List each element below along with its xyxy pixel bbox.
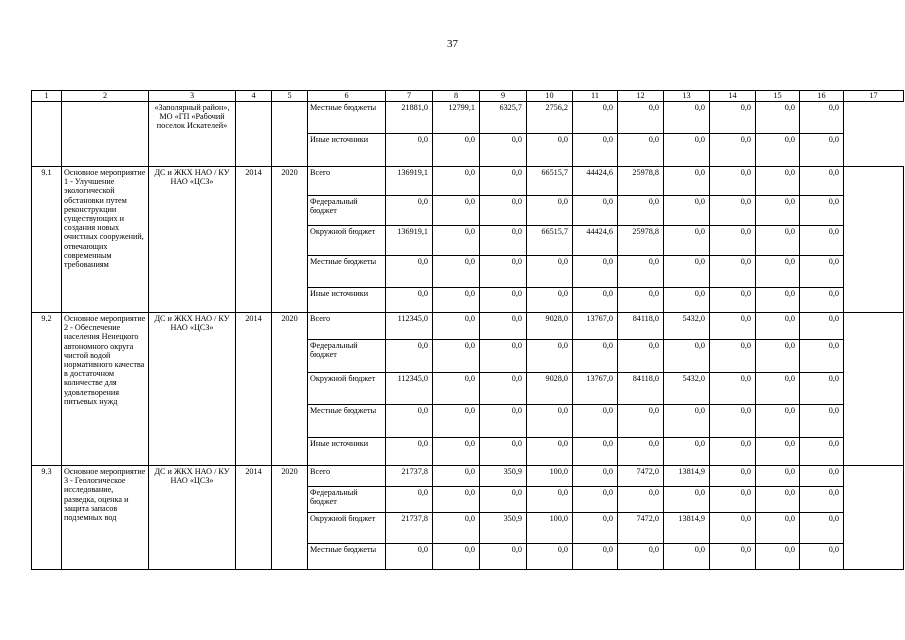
amount-cell: 44424,6 (573, 167, 618, 196)
header-cell: 3 (149, 91, 236, 102)
amount-cell: 0,0 (618, 544, 664, 570)
amount-cell: 0,0 (618, 256, 664, 288)
amount-cell: 0,0 (527, 487, 573, 513)
amount-cell: 0,0 (800, 256, 844, 288)
amount-cell: 350,9 (480, 513, 527, 544)
responsible-executor: ДС и ЖКХ НАО / КУ НАО «ЦСЗ» (149, 167, 236, 313)
amount-cell: 0,0 (664, 288, 710, 313)
header-cell: 11 (573, 91, 618, 102)
amount-cell: 0,0 (710, 196, 756, 226)
amount-cell: 0,0 (527, 196, 573, 226)
table-row (32, 102, 904, 134)
amount-cell: 0,0 (756, 405, 800, 438)
amount-cell: 0,0 (664, 102, 710, 134)
page-number: 37 (447, 38, 458, 50)
amount-cell: 350,9 (480, 466, 527, 487)
amount-cell: 0,0 (710, 102, 756, 134)
header-cell: 10 (527, 91, 573, 102)
amount-cell: 0,0 (800, 373, 844, 405)
amount-cell: 0,0 (756, 340, 800, 373)
amount-cell: 0,0 (800, 544, 844, 570)
amount-cell: 0,0 (664, 340, 710, 373)
amount-cell: 0,0 (618, 340, 664, 373)
funding-source: Всего (308, 167, 386, 196)
amount-cell: 0,0 (618, 134, 664, 167)
amount-cell: 0,0 (800, 167, 844, 196)
amount-cell: 0,0 (756, 226, 800, 256)
amount-cell: 0,0 (800, 405, 844, 438)
amount-cell: 0,0 (573, 438, 618, 466)
amount-cell: 0,0 (433, 226, 480, 256)
amount-cell: 0,0 (433, 405, 480, 438)
amount-cell: 0,0 (386, 134, 433, 167)
funding-source: Федеральный бюджет (308, 196, 386, 226)
amount-cell: 0,0 (573, 544, 618, 570)
amount-cell: 0,0 (710, 487, 756, 513)
amount-cell: 0,0 (573, 288, 618, 313)
amount-cell: 0,0 (710, 438, 756, 466)
row-number: 9.1 (32, 167, 62, 313)
amount-cell: 0,0 (433, 438, 480, 466)
amount-cell: 0,0 (618, 487, 664, 513)
amount-cell: 0,0 (710, 373, 756, 405)
amount-cell: 0,0 (800, 196, 844, 226)
amount-cell: 0,0 (433, 466, 480, 487)
amount-cell: 7472,0 (618, 466, 664, 487)
amount-cell: 0,0 (756, 102, 800, 134)
header-cell: 9 (480, 91, 527, 102)
funding-source: Местные бюджеты (308, 405, 386, 438)
responsible-executor: ДС и ЖКХ НАО / КУ НАО «ЦСЗ» (149, 466, 236, 570)
amount-cell: 0,0 (756, 466, 800, 487)
amount-cell: 0,0 (573, 405, 618, 438)
amount-cell: 0,0 (800, 466, 844, 487)
amount-cell: 0,0 (756, 167, 800, 196)
header-cell: 7 (386, 91, 433, 102)
amount-cell: 5432,0 (664, 373, 710, 405)
header-cell: 6 (308, 91, 386, 102)
header-cell: 15 (756, 91, 800, 102)
funding-source: Всего (308, 313, 386, 340)
funding-source: Всего (308, 466, 386, 487)
funding-source: Федеральный бюджет (308, 487, 386, 513)
amount-cell: 0,0 (664, 167, 710, 196)
amount-cell: 0,0 (756, 373, 800, 405)
amount-cell: 0,0 (527, 288, 573, 313)
amount-cell: 44424,6 (573, 226, 618, 256)
amount-cell: 0,0 (433, 544, 480, 570)
amount-cell: 0,0 (710, 226, 756, 256)
responsible-executor: «Заполярный район», МО «ГП «Рабочий поселок Искателей» (149, 102, 236, 167)
amount-cell: 7472,0 (618, 513, 664, 544)
amount-cell: 0,0 (664, 544, 710, 570)
amount-cell: 0,0 (800, 438, 844, 466)
amount-cell: 0,0 (527, 256, 573, 288)
amount-cell: 5432,0 (664, 313, 710, 340)
header-cell: 1 (32, 91, 62, 102)
amount-cell: 0,0 (386, 405, 433, 438)
header-cell: 17 (844, 91, 904, 102)
end-year: 2020 (272, 167, 308, 313)
funding-source: Окружной бюджет (308, 226, 386, 256)
amount-cell: 0,0 (664, 438, 710, 466)
funding-source: Местные бюджеты (308, 544, 386, 570)
amount-cell: 0,0 (664, 226, 710, 256)
activity-name: Основное мероприятие 2 - Обеспечение населения Ненецкого автономного округа чистой водой нормативного качества в достаточном количестве для удовлетворения питьевых нужд (62, 313, 149, 466)
amount-cell: 0,0 (618, 102, 664, 134)
amount-cell: 0,0 (618, 196, 664, 226)
empty-column-17 (844, 466, 904, 570)
funding-source: Местные бюджеты (308, 102, 386, 134)
amount-cell: 0,0 (573, 134, 618, 167)
amount-cell: 66515,7 (527, 167, 573, 196)
amount-cell: 0,0 (433, 288, 480, 313)
empty-column-17 (844, 102, 904, 167)
amount-cell: 0,0 (480, 196, 527, 226)
amount-cell: 0,0 (573, 102, 618, 134)
amount-cell: 0,0 (386, 487, 433, 513)
header-row (32, 91, 904, 102)
amount-cell: 0,0 (800, 288, 844, 313)
amount-cell: 0,0 (756, 288, 800, 313)
amount-cell: 0,0 (710, 340, 756, 373)
amount-cell: 0,0 (433, 134, 480, 167)
amount-cell: 0,0 (710, 544, 756, 570)
amount-cell: 21881,0 (386, 102, 433, 134)
amount-cell: 0,0 (664, 256, 710, 288)
start-year: 2014 (236, 466, 272, 570)
amount-cell: 0,0 (710, 288, 756, 313)
amount-cell: 0,0 (710, 405, 756, 438)
amount-cell: 136919,1 (386, 226, 433, 256)
funding-source: Иные источники (308, 438, 386, 466)
header-cell: 13 (664, 91, 710, 102)
amount-cell: 0,0 (480, 288, 527, 313)
header-cell: 2 (62, 91, 149, 102)
amount-cell: 112345,0 (386, 373, 433, 405)
amount-cell: 0,0 (480, 544, 527, 570)
amount-cell: 0,0 (756, 134, 800, 167)
amount-cell: 0,0 (618, 288, 664, 313)
amount-cell: 0,0 (710, 167, 756, 196)
amount-cell: 25978,8 (618, 167, 664, 196)
amount-cell: 0,0 (480, 438, 527, 466)
start-year: 2014 (236, 313, 272, 466)
amount-cell: 0,0 (527, 405, 573, 438)
amount-cell: 0,0 (386, 196, 433, 226)
amount-cell: 0,0 (433, 313, 480, 340)
funding-source: Иные источники (308, 288, 386, 313)
start-year (236, 102, 272, 167)
amount-cell: 0,0 (664, 487, 710, 513)
amount-cell: 100,0 (527, 513, 573, 544)
funding-source: Иные источники (308, 134, 386, 167)
amount-cell: 0,0 (433, 196, 480, 226)
amount-cell: 0,0 (573, 513, 618, 544)
amount-cell: 0,0 (664, 196, 710, 226)
funding-source: Окружной бюджет (308, 373, 386, 405)
amount-cell: 0,0 (573, 487, 618, 513)
amount-cell: 136919,1 (386, 167, 433, 196)
amount-cell: 9028,0 (527, 313, 573, 340)
header-cell: 16 (800, 91, 844, 102)
amount-cell: 0,0 (433, 513, 480, 544)
amount-cell: 21737,8 (386, 466, 433, 487)
amount-cell: 0,0 (710, 313, 756, 340)
amount-cell: 2756,2 (527, 102, 573, 134)
end-year: 2020 (272, 313, 308, 466)
amount-cell: 0,0 (756, 313, 800, 340)
amount-cell: 0,0 (756, 256, 800, 288)
row-number (32, 102, 62, 167)
amount-cell: 0,0 (480, 340, 527, 373)
amount-cell: 100,0 (527, 466, 573, 487)
amount-cell: 0,0 (756, 544, 800, 570)
amount-cell: 21737,8 (386, 513, 433, 544)
amount-cell: 0,0 (386, 288, 433, 313)
empty-column-17 (844, 313, 904, 466)
funding-source: Окружной бюджет (308, 513, 386, 544)
header-cell: 4 (236, 91, 272, 102)
amount-cell: 0,0 (573, 466, 618, 487)
amount-cell: 0,0 (480, 487, 527, 513)
amount-cell: 0,0 (480, 167, 527, 196)
amount-cell: 0,0 (480, 373, 527, 405)
end-year: 2020 (272, 466, 308, 570)
amount-cell: 12799,1 (433, 102, 480, 134)
amount-cell: 13814,9 (664, 466, 710, 487)
amount-cell: 0,0 (618, 405, 664, 438)
amount-cell: 0,0 (433, 487, 480, 513)
amount-cell: 13767,0 (573, 313, 618, 340)
empty-column-17 (844, 167, 904, 313)
amount-cell: 0,0 (386, 438, 433, 466)
amount-cell: 0,0 (756, 513, 800, 544)
funding-source: Федеральный бюджет (308, 340, 386, 373)
amount-cell: 0,0 (573, 340, 618, 373)
amount-cell: 0,0 (386, 340, 433, 373)
budget-table (31, 90, 904, 570)
table-row (32, 313, 904, 340)
header-cell: 14 (710, 91, 756, 102)
amount-cell: 0,0 (710, 256, 756, 288)
amount-cell: 0,0 (800, 313, 844, 340)
table-row (32, 466, 904, 487)
header-cell: 5 (272, 91, 308, 102)
amount-cell: 6325,7 (480, 102, 527, 134)
amount-cell: 0,0 (618, 438, 664, 466)
start-year: 2014 (236, 167, 272, 313)
amount-cell: 0,0 (800, 487, 844, 513)
amount-cell: 0,0 (527, 134, 573, 167)
amount-cell: 0,0 (527, 544, 573, 570)
amount-cell: 66515,7 (527, 226, 573, 256)
table-row (32, 167, 904, 196)
responsible-executor: ДС и ЖКХ НАО / КУ НАО «ЦСЗ» (149, 313, 236, 466)
amount-cell: 0,0 (756, 196, 800, 226)
amount-cell: 0,0 (480, 256, 527, 288)
header-cell: 12 (618, 91, 664, 102)
row-number: 9.3 (32, 466, 62, 570)
amount-cell: 0,0 (800, 134, 844, 167)
amount-cell: 25978,8 (618, 226, 664, 256)
amount-cell: 0,0 (710, 513, 756, 544)
amount-cell: 0,0 (433, 256, 480, 288)
amount-cell: 0,0 (756, 438, 800, 466)
amount-cell: 0,0 (800, 226, 844, 256)
amount-cell: 0,0 (480, 405, 527, 438)
amount-cell: 0,0 (710, 134, 756, 167)
amount-cell: 0,0 (800, 340, 844, 373)
amount-cell: 0,0 (433, 167, 480, 196)
amount-cell: 0,0 (480, 134, 527, 167)
amount-cell: 0,0 (664, 134, 710, 167)
amount-cell: 84118,0 (618, 313, 664, 340)
amount-cell: 0,0 (800, 102, 844, 134)
amount-cell: 0,0 (433, 373, 480, 405)
amount-cell: 0,0 (480, 313, 527, 340)
activity-name: Основное мероприятие 3 - Геологическое исследование, разведка, оценка и защита запасов подземных вод (62, 466, 149, 570)
row-number: 9.2 (32, 313, 62, 466)
end-year (272, 102, 308, 167)
amount-cell: 0,0 (527, 438, 573, 466)
amount-cell: 0,0 (664, 405, 710, 438)
activity-name: Основное мероприятие 1 - Улучшение экологической обстановки путем реконструкции существующих и создания новых очистных сооружений, отвечающих современным требованиям (62, 167, 149, 313)
activity-name (62, 102, 149, 167)
amount-cell: 84118,0 (618, 373, 664, 405)
funding-source: Местные бюджеты (308, 256, 386, 288)
amount-cell: 112345,0 (386, 313, 433, 340)
amount-cell: 0,0 (433, 340, 480, 373)
amount-cell: 0,0 (386, 544, 433, 570)
amount-cell: 0,0 (756, 487, 800, 513)
amount-cell: 9028,0 (527, 373, 573, 405)
amount-cell: 13814,9 (664, 513, 710, 544)
amount-cell: 0,0 (800, 513, 844, 544)
amount-cell: 0,0 (573, 196, 618, 226)
amount-cell: 13767,0 (573, 373, 618, 405)
amount-cell: 0,0 (386, 256, 433, 288)
amount-cell: 0,0 (527, 340, 573, 373)
amount-cell: 0,0 (573, 256, 618, 288)
amount-cell: 0,0 (710, 466, 756, 487)
amount-cell: 0,0 (480, 226, 527, 256)
header-cell: 8 (433, 91, 480, 102)
